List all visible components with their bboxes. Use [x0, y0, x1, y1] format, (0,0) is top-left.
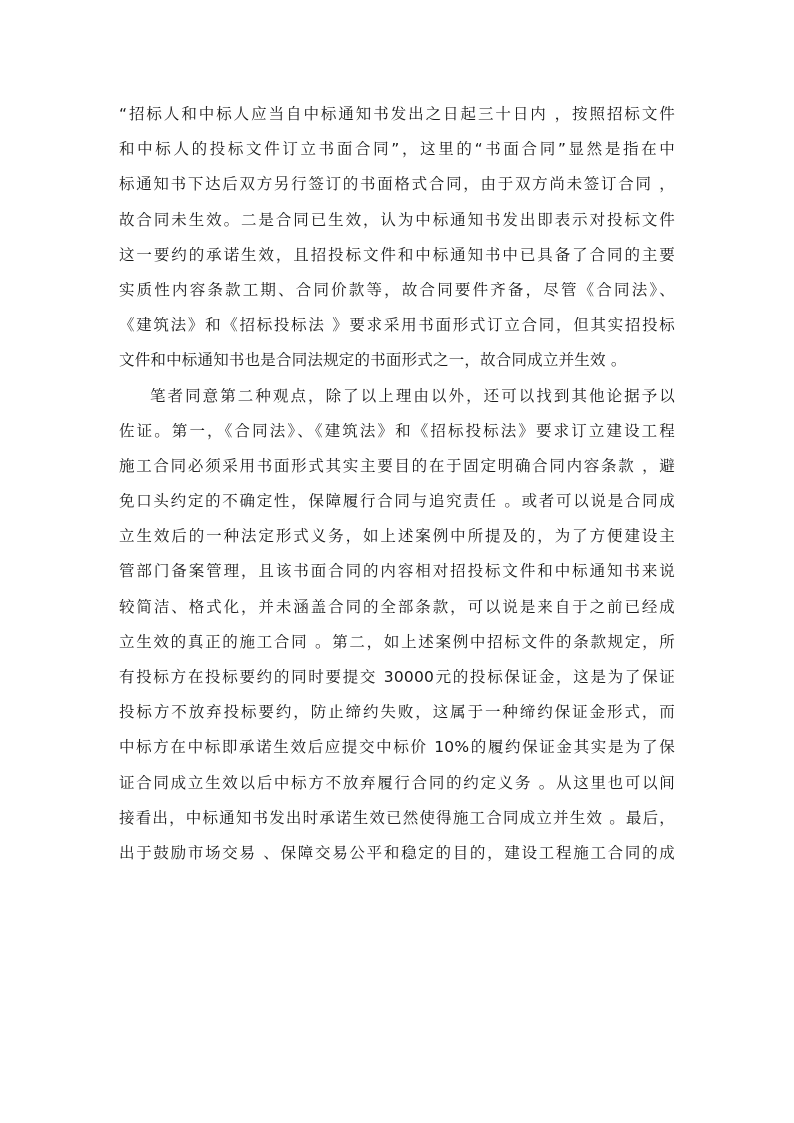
paragraph-2-line-5: 立生效后的一种法定形式义务，如上述案例中所提及的，为了方便建设主	[119, 527, 675, 546]
paragraph-2-line-10: 投标方不放弃投标要约，防止缔约失败，这属于一种缔约保证金形式，而	[119, 703, 675, 722]
body-text	[119, 97, 675, 871]
paragraph-1-line-7: 《建筑法》和《招标投标法 》要求采用书面形式订立合同，但其实招投标	[119, 316, 675, 335]
paragraph-1-line-2: 和中标人的投标文件订立书面合同”，这里的“书面合同”显然是指在中	[119, 140, 675, 159]
paragraph-1-line-8: 文件和中标通知书也是合同法规定的书面形式之一，故合同成立并生效 。	[119, 351, 627, 370]
paragraph-2-line-9: 有投标方在投标要约的同时要提交 30000元的投标保证金，这是为了保证	[119, 668, 675, 686]
paragraph-2-line-2: 佐证。第一，《合同法》、《建筑法》和《招标投标法》要求订立建设工程	[119, 421, 675, 440]
paragraph-1-line-6: 实质性内容条款工期、合同价款等，故合同要件齐备，尽管《合同法》、	[119, 280, 675, 299]
paragraph-2-line-7: 较简洁、格式化，并未涵盖合同的全部条款，可以说是来自于之前已经成	[119, 597, 675, 616]
paragraph-2-line-1: 笔者同意第二种观点，除了以上理由以外，还可以找到其他论据予以	[150, 386, 675, 405]
paragraph-2-line-3: 施工合同必须采用书面形式其实主要目的在于固定明确合同内容条款 ，避	[119, 456, 675, 475]
paragraph-2-line-14: 出于鼓励市场交易 、保障交易公平和稳定的目的，建设工程施工合同的成	[119, 843, 675, 862]
paragraph-1-line-3: 标通知书下达后双方另行签订的书面格式合同，由于双方尚未签订合同 ，	[119, 175, 675, 194]
paragraph-2-line-6: 管部门备案管理，且该书面合同的内容相对招投标文件和中标通知书来说	[119, 562, 675, 581]
paragraph-2-line-8: 立生效的真正的施工合同 。第二，如上述案例中招标文件的条款规定，所	[119, 632, 675, 651]
paragraph-2-line-11: 中标方在中标即承诺生效后应提交中标价 10%的履约保证金其实是为了保	[119, 738, 675, 757]
paragraph-2-line-4: 免口头约定的不确定性，保障履行合同与追究责任 。或者可以说是合同成	[119, 492, 675, 511]
paragraph-1-line-5: 这一要约的承诺生效，且招投标文件和中标通知书中已具备了合同的主要	[119, 245, 675, 264]
paragraph-2-line-13: 接看出，中标通知书发出时承诺生效已然使得施工合同成立并生效 。最后，	[119, 808, 675, 827]
paragraph-1-line-1: “招标人和中标人应当自中标通知书发出之日起三十日内 ，按照招标文件	[119, 105, 675, 123]
paragraph-1-line-4: 故合同未生效。二是合同已生效，认为中标通知书发出即表示对投标文件	[119, 210, 675, 229]
paragraph-2-line-12: 证合同成立生效以后中标方不放弃履行合同的约定义务 。从这里也可以间	[119, 773, 675, 792]
